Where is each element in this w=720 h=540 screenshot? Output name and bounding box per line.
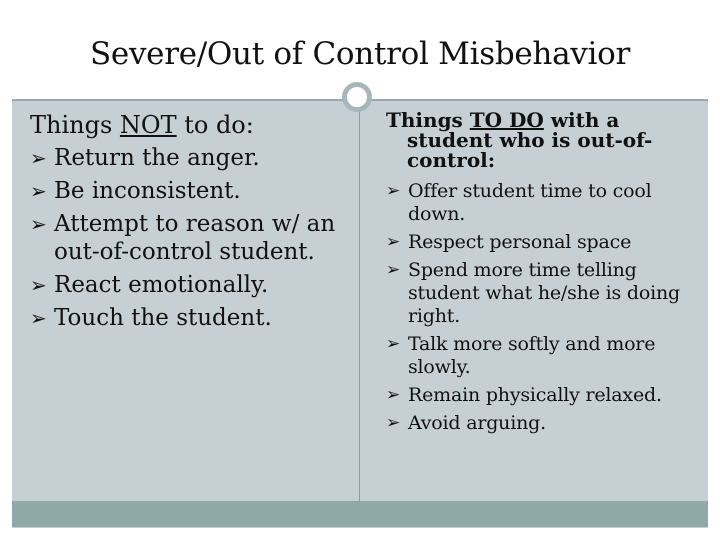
list-item-text: Respect personal space (408, 231, 632, 253)
left-list (30, 144, 350, 332)
list-item-text: Talk more softly and more slowly. (408, 333, 656, 378)
arrow-bullet-icon: ➢ (386, 385, 401, 405)
left-column (30, 110, 350, 337)
arrow-bullet-icon: ➢ (30, 273, 47, 297)
left-heading-pre: Things (30, 111, 120, 139)
arrow-bullet-icon: ➢ (386, 181, 401, 201)
right-heading (386, 110, 702, 170)
list-item (386, 412, 702, 435)
right-heading-post: with a (543, 108, 620, 132)
slide-title: Severe/Out of Control Misbehavior (89, 36, 630, 72)
arrow-bullet-icon: ➢ (30, 179, 47, 203)
list-item-text: Offer student time to cool down. (408, 180, 652, 225)
arrow-bullet-icon: ➢ (386, 334, 401, 354)
left-heading (30, 110, 350, 140)
list-item-text: Be inconsistent. (54, 178, 241, 204)
column-separator (359, 101, 360, 501)
list-item (30, 210, 350, 266)
list-item (386, 259, 702, 328)
footer-bar (12, 501, 708, 527)
arrow-bullet-icon: ➢ (386, 413, 401, 433)
arrow-bullet-icon: ➢ (386, 260, 401, 280)
arrow-bullet-icon: ➢ (386, 232, 401, 252)
list-item (30, 177, 350, 205)
right-column (386, 110, 702, 440)
list-item-text: Remain physically relaxed. (408, 384, 662, 406)
arrow-bullet-icon: ➢ (30, 306, 47, 330)
list-item (386, 231, 702, 254)
left-heading-post: to do: (176, 111, 254, 139)
list-item (386, 180, 702, 226)
arrow-bullet-icon: ➢ (30, 212, 47, 236)
list-item (30, 271, 350, 299)
list-item-text: Return the anger. (54, 145, 260, 171)
list-item (386, 384, 702, 407)
left-heading-emphasis: NOT (119, 111, 177, 139)
right-heading-pre: Things (386, 108, 470, 132)
right-heading-emphasis: TO DO (469, 108, 544, 132)
arrow-bullet-icon: ➢ (30, 146, 47, 170)
list-item-text: Spend more time telling student what he/she is doing right. (408, 259, 680, 327)
list-item-text: Touch the student. (54, 305, 272, 331)
right-heading-line3: control: (407, 148, 496, 172)
right-heading-line2: student who is out-of- (407, 128, 653, 152)
list-item-text: Attempt to reason w/ an out-of-control student. (54, 211, 336, 265)
circle-ornament-icon (342, 82, 372, 112)
right-list (386, 180, 702, 435)
list-item-text: React emotionally. (54, 272, 269, 298)
list-item (386, 333, 702, 379)
list-item (30, 304, 350, 332)
list-item (30, 144, 350, 172)
list-item-text: Avoid arguing. (408, 412, 546, 434)
